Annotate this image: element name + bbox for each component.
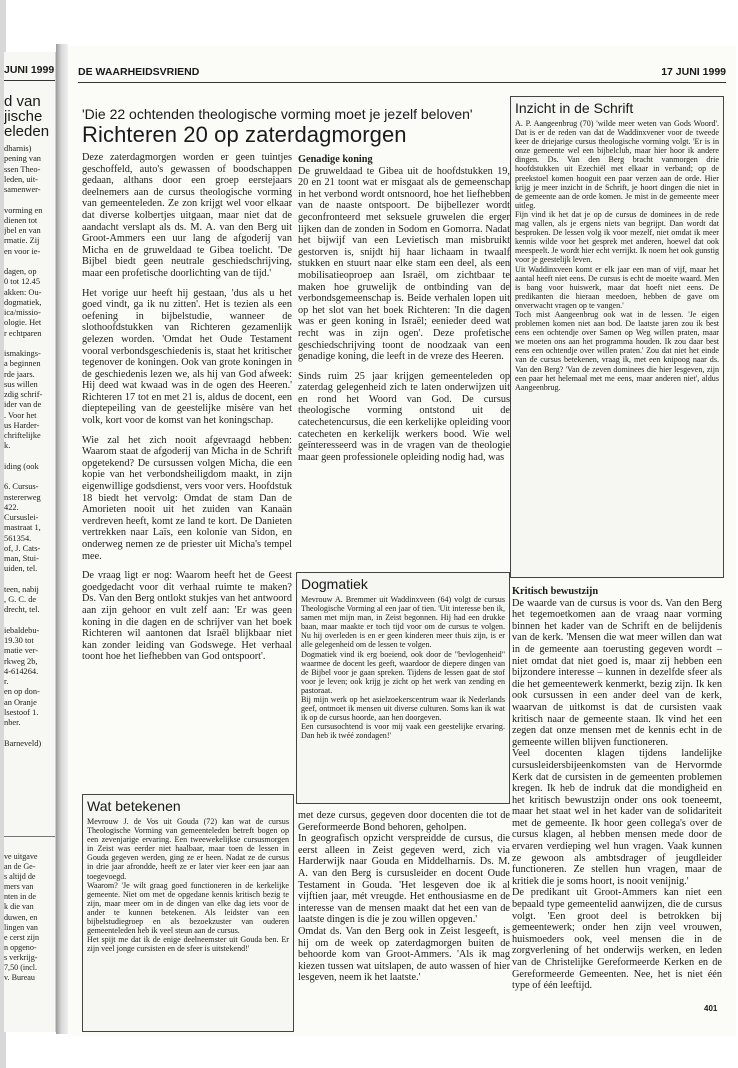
paragraph: In geografisch opzicht verspreidde de cursus, die eerst alleen in Zeist gegeven werd, zich via Harderwijk naar Gouda en Middelharnis. Ds. M. A. van den Berg is cursusleider en docent Oude Testament in Gouda. 'Het lesgeven doe ik al vijftien jaar, mét vreugde. Het enthousiasme en de interesse van de mensen maakt dat het een van de laatste dingen is die je zou willen opgeven.': [298, 833, 510, 926]
paragraph: Toch mist Aangeenbrug ook wat in de lessen. 'Je eigen problemen komen niet aan bod. De laatste jaren zou ik best eens een ochtendje over Samen op Weg willen praten, maar we moeten ons aan het programma houden. Ik zou daar best eens een ochtendje over willen praten.' Zou dat niet het einde van de cursus betekenen, vraag ik, met een knipoog naar ds. Van den Berg? 'Van de zeven dominees die hier lesgeven, zijn een paar het helemaal met me eens, maar anderen niet', aldus Aangeenbrug.: [515, 309, 719, 392]
previous-page-line: nstererweg: [4, 492, 41, 502]
previous-page-line: ologie. Het: [4, 318, 42, 328]
previous-page-line: v. Bureau: [4, 973, 35, 983]
previous-page-line: s altijd de: [4, 872, 36, 882]
previous-page-line: dienen tot: [4, 215, 38, 225]
subheading: Genadige koning: [298, 154, 373, 165]
paragraph: Waarom? 'Je wilt graag goed functioneren in de kerkelijke gemeente. Niet om met de opgedane kennis kritisch bezig te zijn, maar meer om in de dingen van elke dag iets voor de ander te kunnen betekenen. Als leidster van een bijbelstudiegroep en als bezoekzuster van ouderen gemeenteleden heb ik veel steun aan de cursus.: [87, 880, 289, 936]
previous-page-line: 7,50 (incl.: [4, 963, 38, 973]
previous-page-line: rde jaars.: [4, 369, 35, 379]
previous-page-line: 4-614264.: [4, 666, 39, 676]
paragraph: met deze cursus, gegeven door docenten die tot de Gereformeerde Bond behoren, geholpen.: [298, 810, 510, 833]
sidebar-box-wat-betekenen: [82, 794, 294, 1032]
previous-page-sliver: [4, 52, 56, 1032]
previous-page-line: [4, 339, 56, 349]
sidebar-box-inzicht: [510, 96, 724, 578]
previous-page-line: [4, 195, 56, 205]
previous-page-line: iebaldebu-: [4, 625, 40, 635]
previous-page-line: en op don-: [4, 687, 40, 697]
previous-page-line: e cerst zijn: [4, 932, 40, 942]
newspaper-page: [68, 46, 736, 1036]
article-paragraph: Het vorige uur heeft hij gestaan, 'dus als u het goed vindt, ga ik nu zitten'. Het is tezien als een oefening in bijbelstudie, wanneer de slothoofdstukken van Richteren gezamenlijk gelezen worden. 'Omdat het Oude Testament vooral verbondsgeschiedenis is, staat het kritischer tegenover de koningen. Ook van grote koningen in de geschiedenis lezen we, als hij van God afweek: Hij deed wat kwaad was in de ogen des Heeren.' Richteren 17 tot en met 21 is, aldus de docent, een dieptepeiling van de geestelijke misère van het volk, kort voor de komst van het koningschap.: [82, 287, 292, 427]
article-paragraph: Wie zal het zich nooit afgevraagd hebben: Waarom staat de afgoderij van Micha in de Schrift opgetekend? De cursussen volgen Micha, die een kopie van het verbondsheiligdom maakt, in zijn eigenwillige godsdienst, vers voor vers. Hoofdstuk 18 biedt het vervolg: Omdat de stam Dan de Amorieten nooit uit het zuiden van Kanaän verdreven heeft, komt ze land te kort. De Danieten vertrekken naar Laïs, een kolonie van Sidon, en onderweg nemen ze de priester uit Micha's tempel mee.: [82, 434, 292, 562]
previous-page-line: vorming en: [4, 205, 43, 215]
previous-page-line: [4, 616, 56, 626]
previous-page-line: [4, 575, 56, 585]
previous-page-line: [4, 257, 56, 267]
previous-page-line: drecht, tel.: [4, 605, 40, 615]
previous-page-line: chriftelijke: [4, 431, 41, 440]
header-rule: [78, 82, 726, 83]
previous-page-line: teen, nabij: [4, 584, 39, 594]
previous-title-line: eleden: [4, 123, 50, 140]
previous-page-line: mers van: [4, 882, 34, 892]
box-title: Inzicht in de Schrift: [515, 100, 634, 116]
previous-page-line: 561354.: [4, 533, 32, 543]
previous-page-line: samenwer-: [4, 185, 41, 194]
article-paragraph: Deze zaterdagmorgen worden er geen tuintjes geschoffeld, auto's gewassen of boodschappen gedaan, althans door een groep eerstejaars deelnemers aan de cursus theologische vorming van gemeenteleden. Ze zon krijgt wel voor elkaar dat diverse kolbertjes uitgaan, maar niet dat de aandacht verslapt als ds. M. A. van den Berg uit Groot-Ammers een uur lang de afgoderij van Micha en de gruweldaad te Gibea toelicht. 'De Bijbel biedt geen neutrale geschiedschrijving, maar een profetische doorlichting van de tijd.': [82, 152, 292, 279]
previous-page-line: r.: [4, 677, 9, 686]
box-title: Wat betekenen: [87, 798, 181, 814]
previous-page-line: , G. C. de: [4, 595, 37, 604]
subheading: Kritisch bewustzijn: [512, 586, 599, 597]
article-paragraph: De gruweldaad te Gibea uit de hoofdstukken 19, 20 en 21 toont wat er misgaat als de gemeenschap in het verbond wordt ontsnoord, hoe het liefhebben van de naaste ontspoort. De bijbellezer wordt geconfronteerd met seksuele gruwelen die erger lijken dan de zonden in Sodom en Gomorra. Nadat het bijwijf van een Levietisch man misbruikt gestorven is, snijdt hij haar lichaam in twaalf stukken en stuurt naar elke stam een deel, als een mobilisatieoproep aan Israël, om zichtbaar te maken hoe gruwelijk de ontbinding van de verbondsgemeenschap is. Beide verhalen lopen uit op het slot van het boek Richteren: 'In die dagen was er geen koning in Israël; eenieder deed wat recht was in zijn ogen'. Deze profetische geschiedschrijving toont de noodzaak van een genadige koning, die leeft in de vreze des Heeren.: [298, 165, 510, 363]
previous-page-line: iding (ook: [4, 461, 39, 471]
box-body: [83, 815, 293, 956]
paragraph: Omdat ds. Van den Berg ook in Zeist lesgeeft, is hij om de week op zaterdagmorgen buiten de behoorde kom van Groot-Ammers. 'Als ik mag kiezen tussen wat uitslapen, de auto wassen of hier lesgeven, neem ik het laatste.': [298, 925, 510, 984]
previous-page-line: zdig schrif-: [4, 390, 43, 399]
previous-page-line: dagen, op: [4, 267, 37, 276]
article-column-3: [512, 584, 722, 992]
paragraph: Het spijt me dat ik de enige deelneemster uit Gouda ben. Er zijn veel jonge cursisten en de sfeer is uitstekend!': [87, 935, 289, 954]
previous-page-rule: [4, 80, 56, 81]
previous-page-line: r echtparen: [4, 328, 42, 338]
previous-page-line: . Voor het: [4, 410, 37, 420]
previous-page-line: nten in de: [4, 892, 36, 902]
paragraph: Fijn vind ik het dat je op de cursus de dominees in de rede mag vallen, als je ergens niets van begrijpt. Dan wordt dat besproken. De lessen volg ik voor mezelf, niet omdat ik meer kennis wilde voor het gesprek met anderen, hoewel dat ook meespeelt. Je wordt hier echt verrijkt. Ik noem het ook gunstig voor je geestelijk leven.: [515, 209, 719, 265]
paragraph: Bij mijn werk op het asielzoekerscentrum waar ik Nederlands geef, ontmoet ik mensen uit diverse culturen. Soms kan ik wat ik op de cursus hoorde, aan hen doorgeven.: [301, 695, 505, 723]
paragraph: Mevrouw J. de Vos uit Gouda (72) kan wat de cursus Theologische Vorming van gemeenteleden betreft bogen op een zevenjarige ervaring. Een tweewekelijkse cursusmorgen in Zeist was eerder niet haalbaar, maar toen de lessen in Gouda gegeven werden, ging ze er heen. Nadat ze de cursus in drie jaar afrondde, heeft ze er later vier keer een jaar aan toegevoegd.: [87, 817, 289, 881]
article-headline: Richteren 20 op zaterdagmorgen: [82, 122, 407, 147]
previous-page-line: duwen, en: [4, 912, 38, 922]
previous-page-line: lsestoof 1.: [4, 707, 39, 717]
article-column-2: [298, 152, 510, 463]
previous-page-line: man, Stui-: [4, 554, 39, 563]
paragraph: Veel docenten klagen tijdens landelijke cursusleidersbijeenkomsten van de Hervormde Kerk dat de cursisten in de gemeenten problemen kregen. Ik heb de indruk dat die mondigheid en het kritisch bewustzijn onder ons ook toeneemt, maar het staat wel in het kader van de solidariteit met de gemeente. Ik hoor geen collega's over de cursus klagen, al hebben mensen mede door de ervaren verdieping wel hun vragen. Vaak kunnen ze gewoon als ambtsdrager of jeugdleider functioneren. Ze stellen hun vragen, maar de kritiek die je soms hoort, is nooit venijnig.': [512, 748, 722, 887]
previous-page-line: of, J. Cats-: [4, 543, 41, 553]
issue-date: 17 JUNI 1999: [661, 66, 726, 78]
previous-page-line: ve uitgave: [4, 852, 38, 861]
previous-page-line: jbel en van: [4, 226, 41, 235]
previous-page-rule: [4, 836, 56, 837]
previous-page-text: [4, 144, 56, 749]
previous-page-line: pening van: [4, 154, 41, 164]
previous-page-line: 6. Cursus-: [4, 482, 39, 492]
page-number: 401: [704, 1004, 718, 1013]
page-gutter-shadow: [56, 44, 68, 1034]
previous-page-line: matie ver-: [4, 646, 39, 656]
previous-page-line: k die van: [4, 902, 34, 912]
sidebar-box-dogmatiek: [296, 572, 510, 804]
previous-page-line: uiden, tel.: [4, 564, 38, 574]
article-paragraph: De vraag ligt er nog: Waarom heeft het de Geest goedgedacht voor dit verhaal ruimte te maken? Ds. Van den Berg ontlokt stukjes van het antwoord aan zijn gehoor en vult zelf aan: 'Er was geen koning in die dagen en de schrijver van het boek Richteren wil aantonen dat Israël blijkbaar niet kan zonder leiding van Godswege. Het verhaal toont hoe het liefhebben van God ontspoort'.: [82, 570, 292, 663]
previous-page-line: rmatie. Zij: [4, 236, 40, 246]
article-text: [512, 598, 722, 992]
article-kicker: 'Die 22 ochtenden theologische vorming moet je jezelf beloven': [82, 106, 473, 122]
previous-page-line: mastraat 1,: [4, 523, 41, 533]
running-header: [78, 66, 726, 82]
previous-title-line: d van: [4, 93, 41, 110]
publication-name: DE WAARHEIDSVRIEND: [78, 66, 200, 78]
paragraph: Een cursusochtend is voor mij vaak een geestelijke ervaring. Dan heb ik twéé zondagen!': [301, 722, 505, 741]
paragraph: De waarde van de cursus is voor ds. Van den Berg het tegemoetkomen aan de vraag naar vorming binnen het kader van de Schrift en de belijdenis van de kerk. 'Mensen die wat meer willen dan wat in de gemeente aan toerusting gegeven wordt – niet omdat dat niet goed is, maar zij hebben een bijzondere interesse – kunnen in dezelfde sfeer als die het gemeentewerk kenmerkt, bezig zijn. Ik ken ook cursussen in een ander deel van de kerk, waarvan de uitkomst is dat de cursisten vaak kritisch naar de gemeente staan. Ik vind het een zegen dat onze mensen met de kennis echt in de gemeente willen blijven functioneren.: [512, 597, 722, 748]
previous-page-text: [4, 852, 56, 983]
previous-page-line: 422.: [4, 502, 19, 512]
previous-page-line: sus willen: [4, 379, 38, 389]
previous-page-line: an de Ge-: [4, 862, 36, 872]
previous-page-line: k.: [4, 441, 11, 451]
previous-title-line: jische: [4, 108, 43, 125]
previous-page-line: rkweg 2b,: [4, 656, 38, 666]
previous-page-line: ismakings-: [4, 349, 41, 358]
previous-page-line: ica/missio-: [4, 308, 41, 317]
previous-page-line: Barneveld): [4, 738, 42, 748]
article-paragraph: Sinds ruim 25 jaar krijgen gemeenteleden op zaterdag gelegenheid zich te laten onderwijzen uit en rond het Woord van God. De cursus theologische vorming ontstond uit de catechetencursus, die een kerkelijke opleiding voor catecheten en kerkelijk werkers bood. Wie wel geïnteresseerd was in de vragen van de theologie maar geen professionele opleiding nodig had, was: [298, 370, 510, 463]
previous-page-line: us Harder-: [4, 420, 40, 430]
paragraph: A. P. Aangeenbrug (70) 'wilde meer weten van Gods Woord'. Dat is er de reden van dat de Waddinxvener voor de tweede keer de driejarige cursus theologische vorming volgt. 'Er is in onze gemeente wel een bijbelclub, maar hier hoor ik andere dingen. Ds. Van den Berg bracht vanmorgen drie hoofdstukken uit Ezechiël met elkaar in verband; op de preekstoel komen hooguit een paar verzen aan de orde. Hier krijg je meer inzicht in de Schrift, je hoort dingen die niet in de gemeente aan de orde komen. Je mist in de gemeente meer uitleg.: [515, 119, 719, 210]
previous-page-line: [4, 472, 56, 482]
paragraph: Dogmatiek vind ik erg boeiend, ook door de "bevlogenheid" waarmee de docent les geeft, waardoor de diepere dingen van de Bijbel voor je gaan spreken. Tijdens de lessen gaat de stof voor je leven; ook krijg je zicht op het werk van zending en pastoraat.: [301, 649, 505, 695]
previous-page-line: an Oranje: [4, 697, 37, 707]
previous-page-header: JUNI 1999: [4, 64, 55, 76]
box-title: Dogmatiek: [301, 576, 368, 592]
paragraph: Uit Waddinxveen komt er elk jaar een man of vijf, maar het aantal heeft niet eens. De cursus is echt de moeite waard. Men is bang voor huiswerk, maar dat hoeft niet eens. De predikanten die hieraan meedoen, hebben de gave om onverwacht vragen op te vangen.': [515, 264, 719, 310]
previous-page-line: n opgeno-: [4, 942, 37, 952]
previous-page-line: 19.30 tot: [4, 636, 34, 645]
previous-page-line: leden, uit-: [4, 174, 38, 184]
article-column-1: [82, 152, 292, 663]
previous-page-line: dogmatiek,: [4, 297, 42, 307]
previous-page-line: [4, 728, 56, 738]
box-body: [297, 593, 509, 744]
previous-page-line: 0 tot 12.45: [4, 277, 41, 287]
paragraph: Mevrouw A. Bremmer uit Waddinxveen (64) volgt de cursus Theologische Vorming al een jaar of tien. 'Uit interesse ben ik, samen met mijn man, in Zeist begonnen. Hij had een drukke baan, maar maakte er toch tijd voor om de cursus te volgen. Nu hij overleden is en er geen kinderen meer thuis zijn, is er alle gelegenheid om de lessen te volgen.: [301, 595, 505, 650]
box-body: [511, 117, 723, 395]
previous-page-line: akken: Ou-: [4, 287, 42, 297]
previous-page-line: ider van de: [4, 400, 42, 410]
paragraph: De predikant uit Groot-Ammers kan niet een bepaald type gemeentelid aanwijzen, die de cursus volgt. 'Een groot deel is betrokken bij gemeentewerk; onder hen zijn veel vrouwen, huismoeders ook, veel mensen die in de zorgverlening of het onderwijs werken, en leden van de Christelijke Gereformeerde Kerken en de Gereformeerde Gemeenten. Nee, het is niet één type of één leeftijd.: [512, 887, 722, 992]
previous-page-line: nber.: [4, 718, 21, 727]
previous-page-line: s verkrijg-: [4, 952, 38, 962]
previous-page-line: [4, 452, 56, 462]
previous-page-line: Cursuslei-: [4, 513, 39, 522]
previous-page-line: lingen van: [4, 922, 38, 932]
article-column-2-continued: [298, 810, 510, 984]
previous-page-line: a beginnen: [4, 359, 41, 369]
previous-page-title: [4, 94, 49, 139]
previous-page-line: dharnis): [4, 144, 32, 153]
previous-page-line: en voor ie-: [4, 246, 41, 256]
previous-page-line: ssen Theo-: [4, 164, 41, 174]
